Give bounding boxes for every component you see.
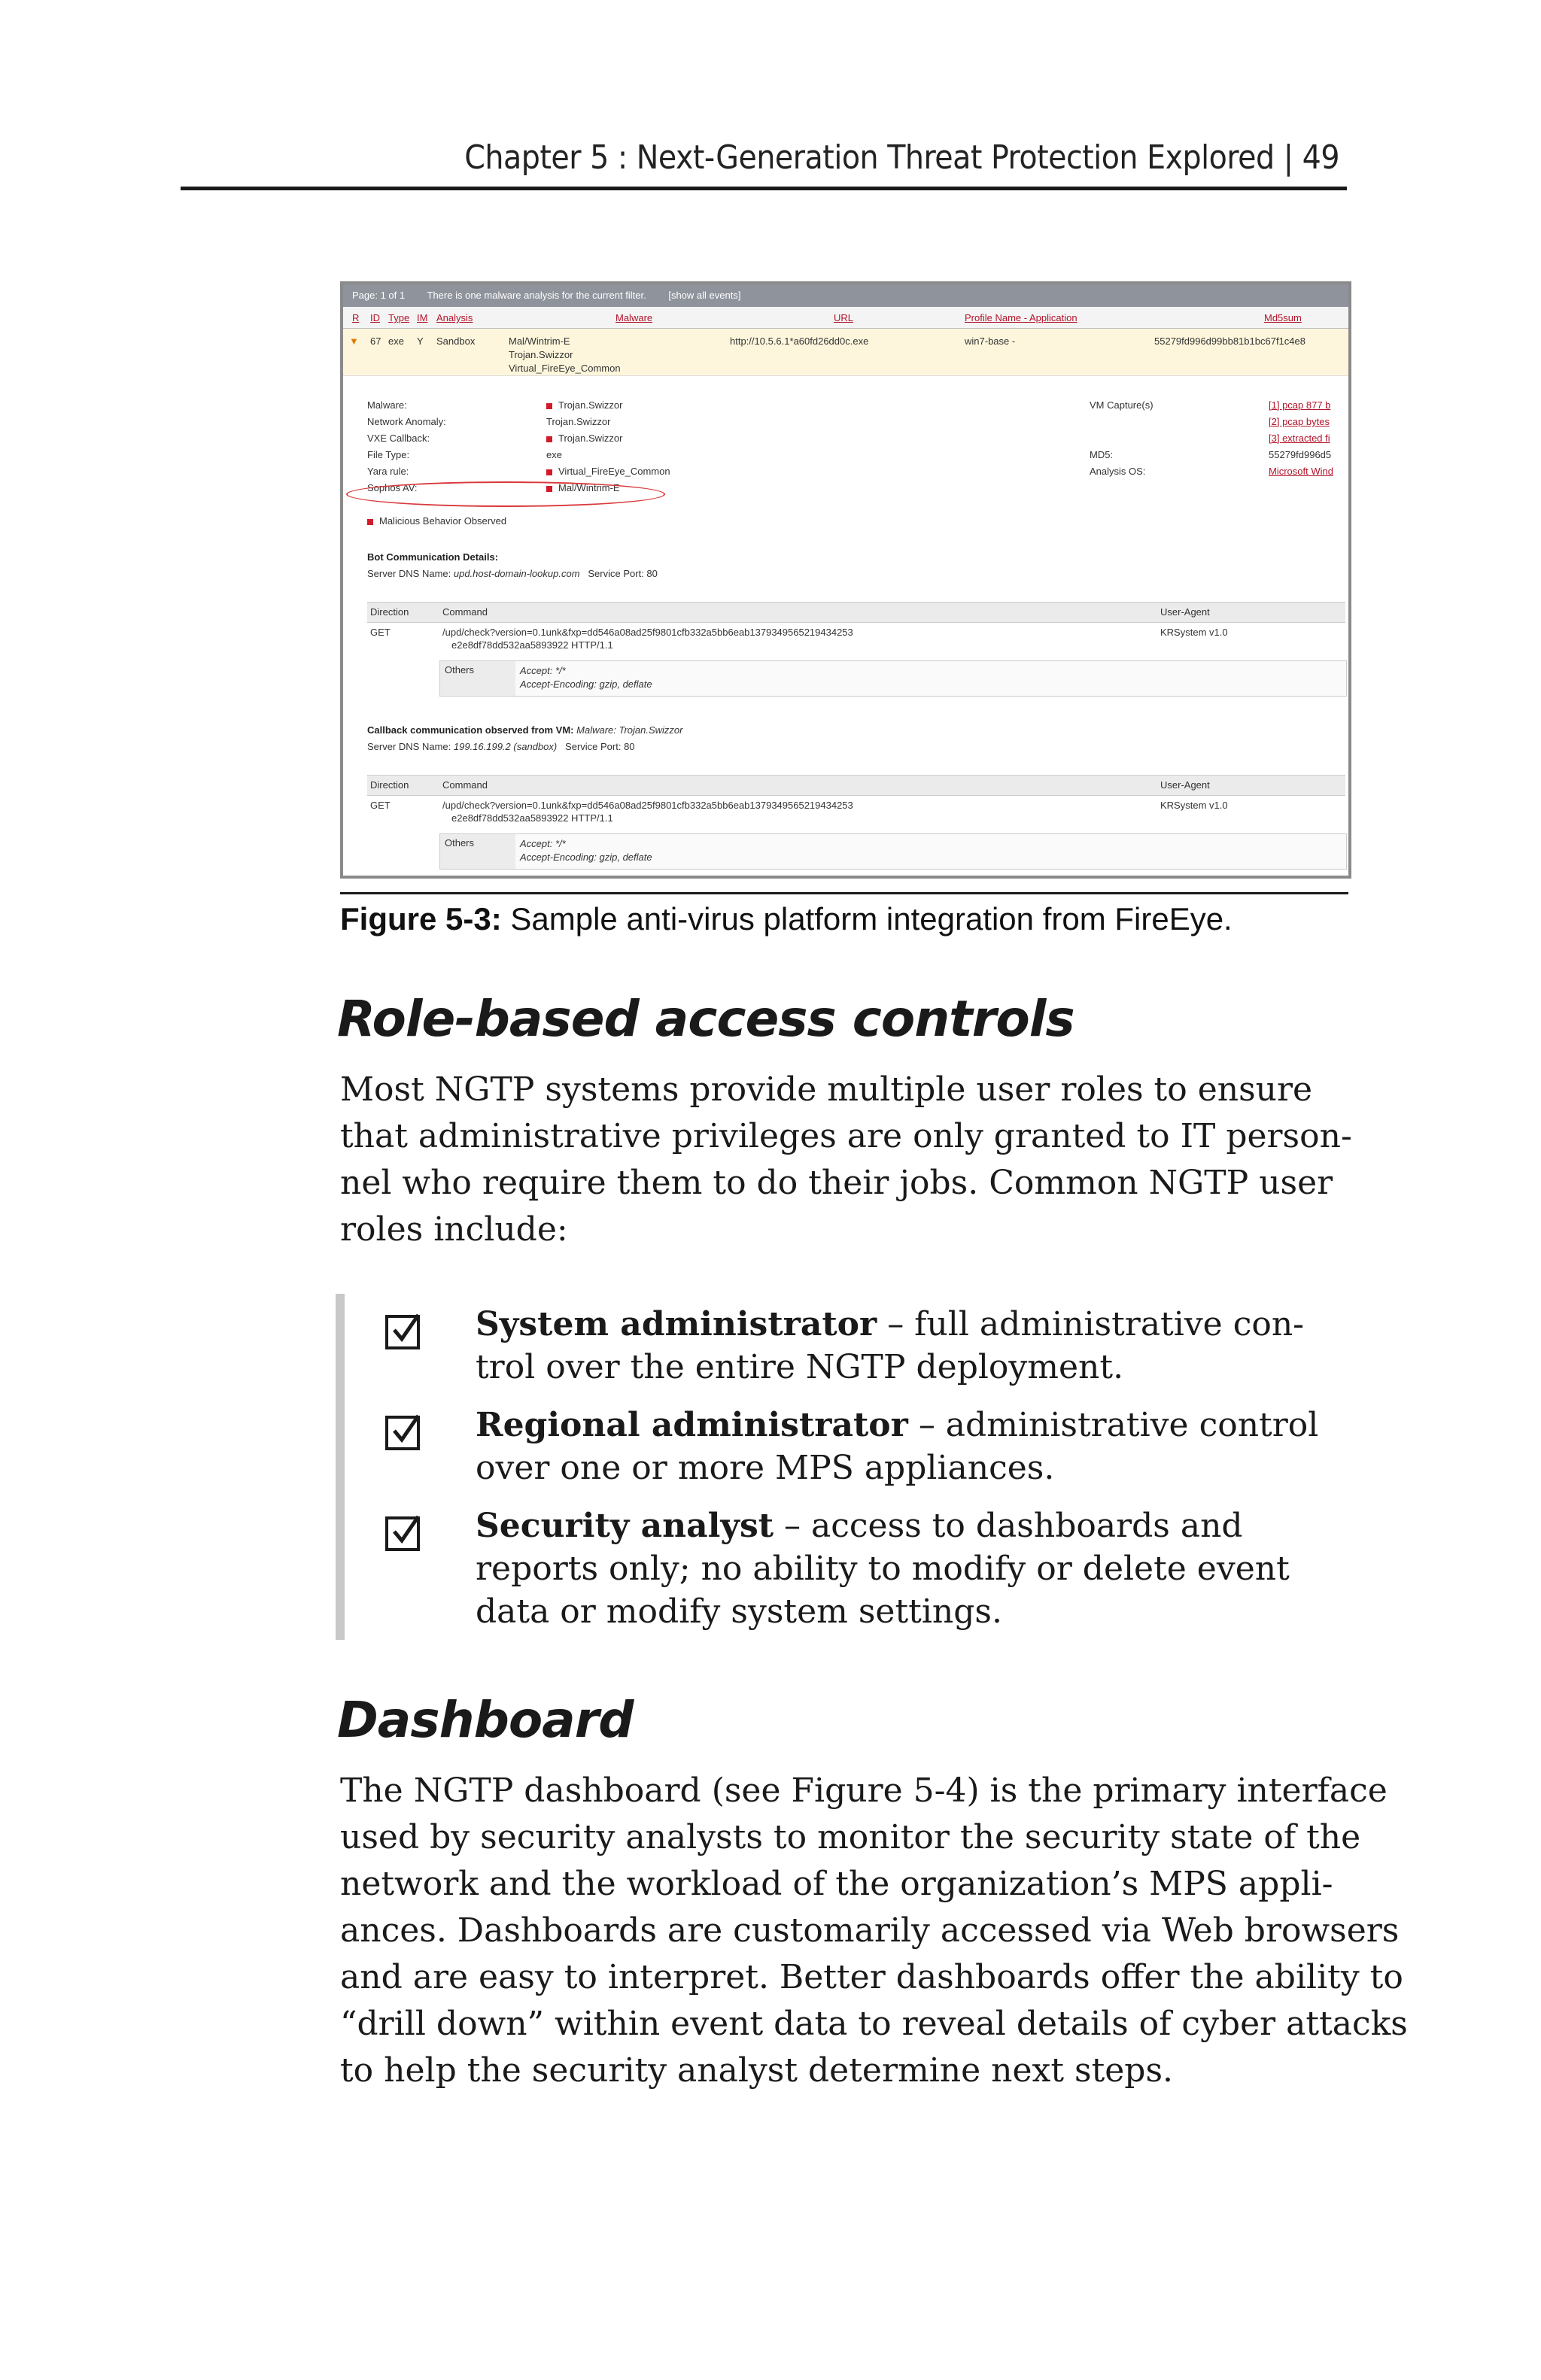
label-yara-rule: Yara rule:	[367, 466, 409, 477]
malicious-behavior	[367, 513, 506, 530]
label-vm-capture: VM Capture(s)	[1090, 399, 1153, 411]
service-port: Service Port: 80	[565, 741, 635, 752]
table-header	[367, 603, 1345, 623]
accept-header: Accept: */*	[520, 665, 566, 676]
screenshot-top-bar	[343, 284, 1348, 307]
expand-arrow-icon[interactable]: ▼	[349, 335, 359, 347]
bullet-line: data or modify system settings.	[476, 1592, 1002, 1631]
col-im[interactable]: IM	[417, 312, 428, 323]
headers-values	[520, 837, 652, 864]
capture-link[interactable]: [3] extracted fi	[1269, 433, 1330, 444]
bullet-security-analyst	[476, 1504, 1348, 1633]
bot-title: Bot Communication Details:	[367, 551, 499, 563]
value-text: Mal/Wintrim-E	[558, 482, 620, 493]
bullet-list-bar	[336, 1294, 345, 1640]
value-text: Virtual_FireEye_Common	[558, 466, 670, 477]
paragraph-line: roles include:	[340, 1210, 568, 1249]
analysis-os[interactable]	[1269, 463, 1333, 480]
caption-label: Figure 5-3:	[340, 901, 502, 937]
bot-communication	[367, 549, 658, 582]
figure-caption	[340, 901, 1232, 937]
th-useragent: User-Agent	[1160, 606, 1210, 618]
show-all-events-link[interactable]: [show all events]	[668, 290, 741, 301]
accept-encoding-header: Accept-Encoding: gzip, deflate	[520, 852, 652, 863]
callback-server-line	[367, 739, 683, 755]
command-line-1: /upd/check?version=0.1unk&fxp=dd546a08ad25f9801cfb332a5bb6eab1379349565219434253	[442, 627, 853, 638]
callback-title-line	[367, 722, 683, 739]
page-indicator: Page: 1 of 1	[352, 290, 406, 301]
right-labels	[1090, 397, 1153, 480]
bot-comm-table	[367, 602, 1345, 695]
paragraph-line: to help the security analyst determine next steps.	[340, 2051, 1174, 2090]
server-name: upd.host-domain-lookup.com	[453, 568, 580, 579]
red-square-icon	[546, 403, 552, 409]
bullet-line	[476, 1504, 1348, 1547]
caption-text: Sample anti-virus platform integration from FireEye.	[510, 901, 1232, 937]
capture-3[interactable]	[1269, 430, 1333, 447]
label-network-anomaly: Network Anomaly:	[367, 416, 446, 427]
value-file-type	[546, 447, 670, 463]
others-label: Others	[440, 661, 515, 696]
value-vxe-callback	[546, 430, 670, 447]
label-blank-2	[1090, 430, 1153, 447]
headers-box	[439, 660, 1347, 697]
col-malware[interactable]: Malware	[615, 312, 653, 323]
running-header	[181, 134, 1347, 190]
md5-value: 55279fd996d5	[1269, 449, 1332, 460]
paragraph-line: ances. Dashboards are customarily accessed via Web browsers	[340, 1911, 1400, 1950]
label-vxe-callback: VXE Callback:	[367, 433, 430, 444]
row-id: 67	[370, 335, 381, 347]
command-line-2: e2e8df78dd532aa5893922 HTTP/1.1	[451, 639, 613, 651]
server-label: Server DNS Name:	[367, 568, 451, 579]
row-malware-1: Mal/Wintrim-E	[509, 335, 570, 347]
bullet-system-admin	[476, 1303, 1348, 1389]
useragent: KRSystem v1.0	[1160, 627, 1228, 638]
others-label: Others	[440, 834, 515, 869]
detail-values	[546, 397, 670, 496]
col-md5[interactable]: Md5sum	[1264, 312, 1302, 323]
paragraph-line: Most NGTP systems provide multiple user roles to ensure	[340, 1070, 1313, 1109]
paragraph-line: used by security analysts to monitor the security state of the	[340, 1818, 1361, 1856]
value-text: Trojan.Swizzor	[558, 399, 623, 411]
table-row	[367, 796, 1345, 868]
checkbox-icon	[385, 1516, 420, 1551]
checkbox-icon	[385, 1416, 420, 1450]
value-network-anomaly	[546, 414, 670, 430]
table-header	[367, 776, 1345, 796]
table-row	[367, 623, 1345, 695]
command-line-2: e2e8df78dd532aa5893922 HTTP/1.1	[451, 812, 613, 824]
value-text: Trojan.Swizzor	[558, 433, 623, 444]
red-square-icon	[546, 436, 552, 442]
col-profile[interactable]: Profile Name - Application	[965, 312, 1077, 323]
callback-communication	[367, 722, 683, 755]
row-profile: win7-base -	[965, 335, 1016, 347]
bullet-term: Regional administrator	[476, 1406, 908, 1444]
row-malware-3: Virtual_FireEye_Common	[509, 363, 621, 374]
accept-header: Accept: */*	[520, 838, 566, 849]
paragraph-line: nel who require them to do their jobs. Common NGTP user	[340, 1164, 1333, 1202]
bullet-term: System administrator	[476, 1305, 877, 1343]
value-malware	[546, 397, 670, 414]
col-id[interactable]: ID	[370, 312, 380, 323]
label-md5: MD5:	[1090, 449, 1114, 460]
label-sophos-av: Sophos AV:	[367, 482, 418, 493]
section-heading-dashboard: Dashboard	[337, 1691, 634, 1749]
right-values	[1269, 397, 1333, 480]
th-direction: Direction	[370, 779, 409, 791]
capture-1[interactable]	[1269, 397, 1333, 414]
col-analysis[interactable]: Analysis	[436, 312, 473, 323]
caption-rule	[340, 892, 1348, 894]
method: GET	[370, 800, 391, 811]
highlight-oval	[346, 481, 665, 507]
screenshot-column-header	[343, 307, 1348, 329]
section-heading-rbac: Role-based access controls	[337, 990, 1074, 1048]
headers-values	[520, 664, 652, 691]
col-r[interactable]: R	[352, 312, 360, 323]
paragraph-line: network and the workload of the organization’s MPS appli-	[340, 1865, 1333, 1903]
bullet-text: – administrative control	[907, 1406, 1319, 1444]
paragraph-line: and are easy to interpret. Better dashboards offer the ability to	[340, 1958, 1403, 1996]
capture-link[interactable]: [2] pcap bytes	[1269, 416, 1330, 427]
callback-malware: Malware: Trojan.Swizzor	[576, 724, 683, 736]
bullet-regional-admin	[476, 1404, 1348, 1489]
command-line-1: /upd/check?version=0.1unk&fxp=dd546a08ad25f9801cfb332a5bb6eab1379349565219434253	[442, 800, 853, 811]
fireeye-screenshot	[340, 281, 1351, 879]
bullet-text: – full administrative con-	[877, 1305, 1305, 1343]
paragraph-rbac	[340, 1067, 1352, 1253]
value-yara-rule	[546, 463, 670, 480]
value-text: exe	[546, 449, 562, 460]
bullet-line	[476, 1404, 1348, 1447]
th-direction: Direction	[370, 606, 409, 618]
running-head-text: Chapter 5 : Next-Generation Threat Protection Explored | 49	[464, 138, 1339, 177]
bullet-line	[476, 1303, 1348, 1346]
row-malware-2: Trojan.Swizzor	[509, 349, 573, 360]
bullet-text: – access to dashboards and	[774, 1507, 1243, 1545]
bullet-line: over one or more MPS appliances.	[476, 1449, 1055, 1487]
bullet-term: Security analyst	[476, 1507, 774, 1545]
row-im: Y	[417, 335, 424, 347]
red-square-icon	[546, 469, 552, 475]
th-command: Command	[442, 606, 488, 618]
malicious-text: Malicious Behavior Observed	[379, 515, 507, 527]
server-label: Server DNS Name:	[367, 741, 451, 752]
col-url[interactable]: URL	[834, 312, 854, 323]
checkbox-icon	[385, 1315, 420, 1349]
th-command: Command	[442, 779, 488, 791]
callback-table	[367, 775, 1345, 868]
bullet-line: reports only; no ability to modify or delete event	[476, 1550, 1290, 1588]
row-md5: 55279fd996d99bb81b1bc67f1c4e8	[1154, 335, 1305, 347]
row-type: exe	[388, 335, 404, 347]
paragraph-line: “drill down” within event data to reveal details of cyber attacks	[340, 2005, 1408, 2043]
bullet-line: trol over the entire NGTP deployment.	[476, 1348, 1124, 1386]
table-row[interactable]	[343, 329, 1348, 376]
service-port: Service Port: 80	[588, 568, 658, 579]
analysis-os-link[interactable]: Microsoft Wind	[1269, 466, 1333, 477]
malicious-line	[367, 513, 506, 530]
detail-labels	[367, 397, 446, 496]
paragraph-line: that administrative privileges are only granted to IT person-	[340, 1117, 1352, 1155]
filter-info: There is one malware analysis for the current filter.	[427, 290, 646, 301]
th-useragent: User-Agent	[1160, 779, 1210, 791]
label-analysis-os: Analysis OS:	[1090, 466, 1146, 477]
paragraph-dashboard	[340, 1768, 1408, 2094]
label-file-type: File Type:	[367, 449, 410, 460]
red-square-icon	[367, 519, 373, 525]
capture-2[interactable]	[1269, 414, 1333, 430]
method: GET	[370, 627, 391, 638]
useragent: KRSystem v1.0	[1160, 800, 1228, 811]
label-blank-1	[1090, 414, 1153, 430]
row-url: http://10.5.6.1*a60fd26dd0c.exe	[730, 335, 869, 347]
label-malware: Malware:	[367, 399, 407, 411]
accept-encoding-header: Accept-Encoding: gzip, deflate	[520, 678, 652, 690]
col-type[interactable]: Type	[388, 312, 410, 323]
server-name: 199.16.199.2 (sandbox)	[453, 741, 558, 752]
headers-box	[439, 833, 1347, 870]
bot-server-line	[367, 566, 658, 582]
capture-link[interactable]: [1] pcap 877 b	[1269, 399, 1331, 411]
value-text: Trojan.Swizzor	[546, 416, 611, 427]
row-analysis: Sandbox	[436, 335, 476, 347]
paragraph-line: The NGTP dashboard (see Figure 5-4) is the primary interface	[340, 1771, 1388, 1810]
callback-title: Callback communication observed from VM:	[367, 724, 574, 736]
